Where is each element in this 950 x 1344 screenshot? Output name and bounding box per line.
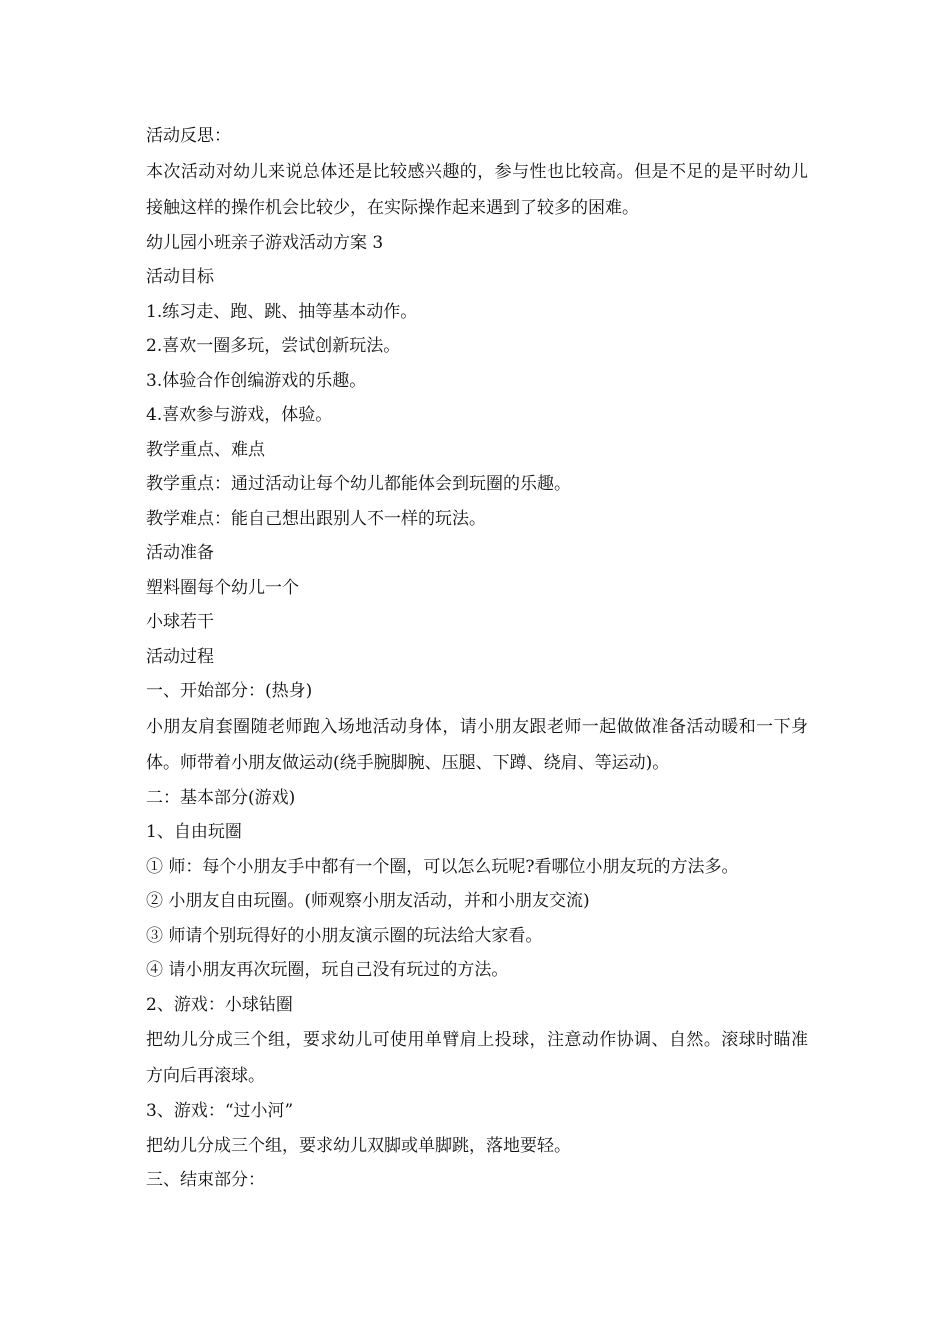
preparation-1: 塑料圈每个幼儿一个 bbox=[146, 577, 299, 598]
goal-4: 4.喜欢参与游戏，体验。 bbox=[146, 405, 333, 425]
difficult-point: 教学难点：能自己想出跟别人不一样的玩法。 bbox=[146, 508, 486, 529]
heading-activity-process: 活动过程 bbox=[146, 646, 214, 667]
step-4: ④ 请小朋友再次玩圈，玩自己没有玩过的方法。 bbox=[146, 960, 509, 980]
heading-part-1: 一、开始部分：(热身) bbox=[146, 681, 313, 701]
heading-game-river: 3、游戏：“过小河” bbox=[146, 1101, 294, 1121]
step-2: ② 小朋友自由玩圈。(师观察小朋友活动，并和小朋友交流) bbox=[146, 891, 590, 911]
key-point: 教学重点：通过活动让每个幼儿都能体会到玩圈的乐趣。 bbox=[146, 474, 571, 494]
game-river-desc: 把幼儿分成三个组，要求幼儿双脚或单脚跳，落地要轻。 bbox=[146, 1135, 571, 1156]
goal-1: 1.练习走、跑、跳、抽等基本动作。 bbox=[146, 301, 418, 322]
heading-key-difficult-points: 教学重点、难点 bbox=[146, 439, 265, 460]
preparation-2: 小球若干 bbox=[146, 612, 214, 632]
heading-game-ball: 2、游戏：小球钻圈 bbox=[146, 994, 293, 1015]
goal-2: 2.喜欢一圈多玩，尝试创新玩法。 bbox=[146, 336, 401, 356]
heading-free-play: 1、自由玩圈 bbox=[146, 822, 242, 842]
heading-part-2: 二：基本部分(游戏) bbox=[146, 787, 296, 808]
step-1: ① 师：每个小朋友手中都有一个圈，可以怎么玩呢?看哪位小朋友玩的方法多。 bbox=[146, 856, 739, 877]
paragraph-game-ball: 把幼儿分成三个组，要求幼儿可使用单臂肩上投球，注意动作协调、自然。滚球时瞄准方向后再滚球。 bbox=[146, 1030, 808, 1086]
goal-3: 3.体验合作创编游戏的乐趣。 bbox=[146, 370, 367, 391]
heading-activity-reflection: 活动反思： bbox=[146, 126, 231, 146]
paragraph-reflection: 本次活动对幼儿来说总体还是比较感兴趣的，参与性也比较高。但是不足的是平时幼儿接触这样的操作机会比较少，在实际操作起来遇到了较多的困难。 bbox=[146, 161, 808, 218]
heading-plan-3: 幼儿园小班亲子游戏活动方案 3 bbox=[146, 232, 384, 253]
paragraph-warmup: 小朋友肩套圈随老师跑入场地活动身体，请小朋友跟老师一起做做准备活动暖和一下身体。师带着小朋友做运动(绕手腕脚腕、压腿、下蹲、绕肩、等运动)。 bbox=[146, 716, 808, 773]
heading-activity-preparation: 活动准备 bbox=[146, 543, 214, 563]
heading-part-3: 三、结束部分： bbox=[146, 1170, 265, 1190]
heading-activity-goals: 活动目标 bbox=[146, 267, 214, 287]
step-3: ③ 师请个别玩得好的小朋友演示圈的玩法给大家看。 bbox=[146, 925, 543, 946]
document-body bbox=[146, 119, 808, 1198]
